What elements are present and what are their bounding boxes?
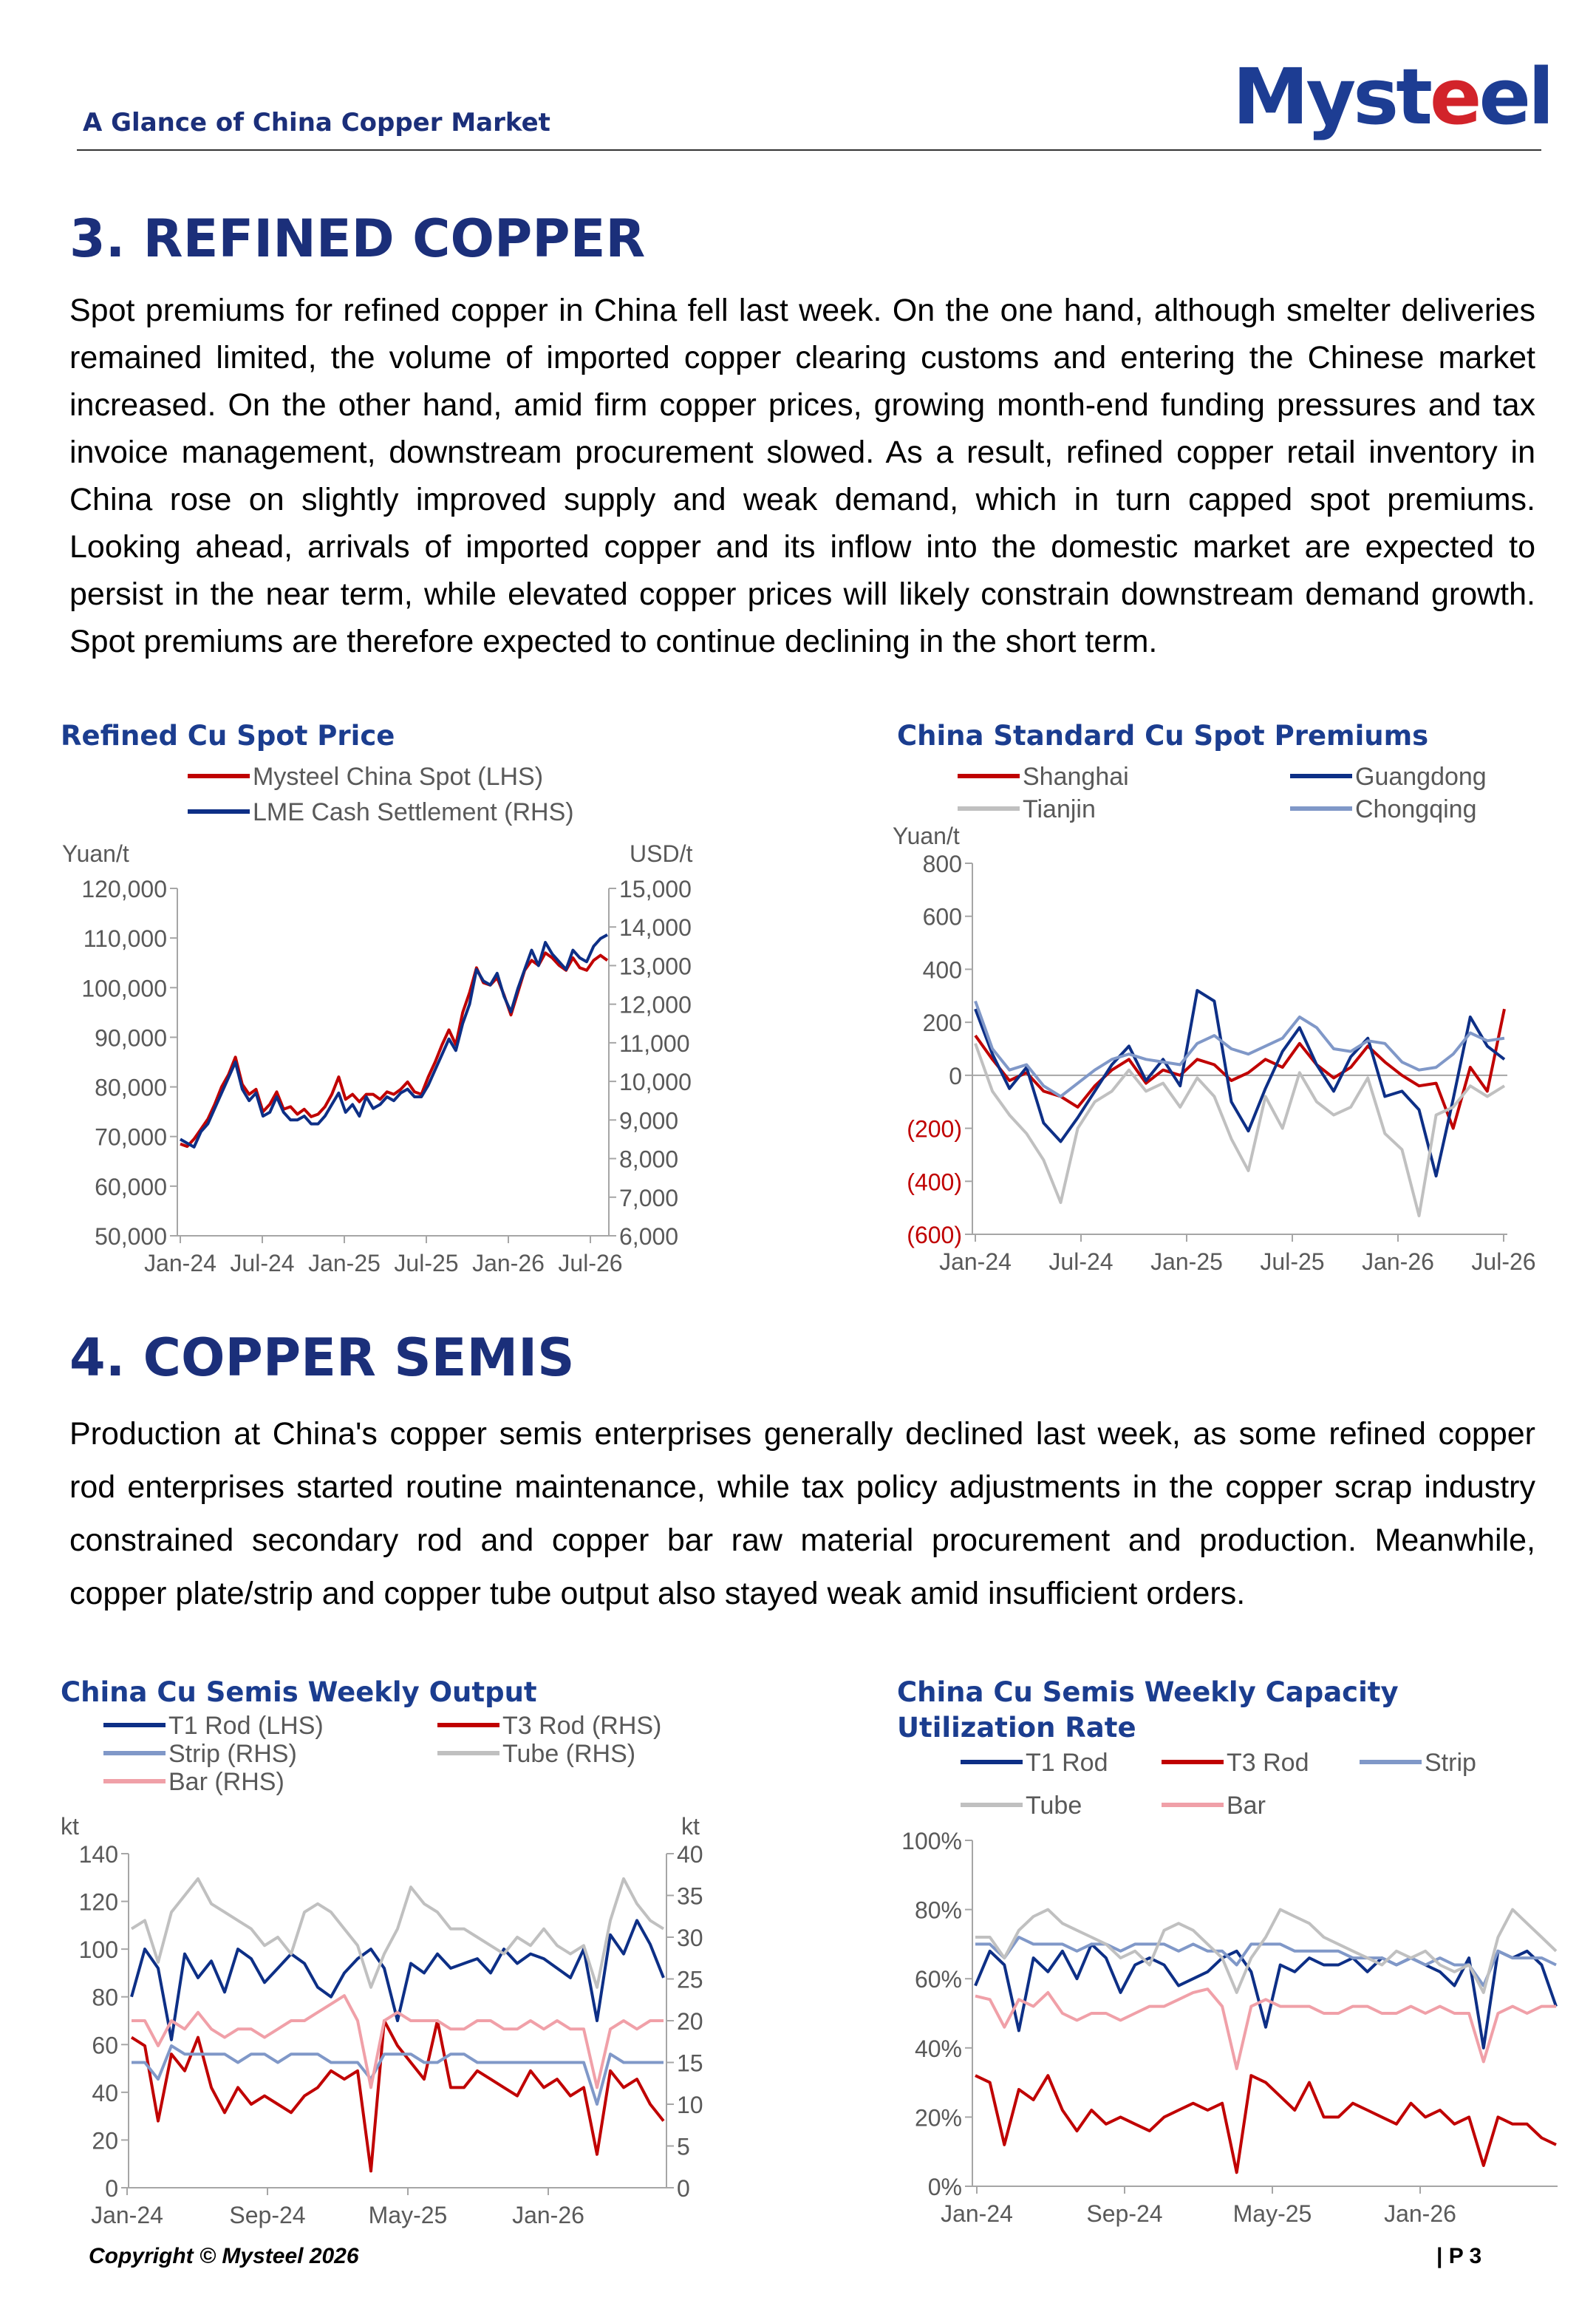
- y2-tick-label: 8,000: [619, 1146, 679, 1173]
- legend-label: Chongqing: [1355, 795, 1477, 823]
- y2-tick-label: 12,000: [619, 991, 692, 1018]
- legend-label: Bar (RHS): [168, 1768, 284, 1796]
- legend-label: Tianjin: [1023, 795, 1096, 823]
- y2-tick-label: 20: [677, 2008, 703, 2035]
- series-line-1: [975, 1944, 1556, 2047]
- legend-item: [1162, 1792, 1266, 1820]
- y2-tick-label: 14,000: [619, 914, 692, 942]
- legend-label: Bar: [1227, 1792, 1266, 1820]
- report-title: A Glance of China Copper Market: [83, 108, 550, 137]
- chart-title-capacity-utilization: China Cu Semis Weekly Capacity Utilization Rate: [897, 1676, 1399, 1744]
- y-tick-label: 120: [78, 1888, 118, 1916]
- y-tick-label: 100,000: [81, 975, 167, 1002]
- y-tick-label: 80%: [914, 1897, 962, 1924]
- legend-item: [1290, 795, 1476, 823]
- y-tick-label: 40: [92, 2079, 118, 2106]
- copyright-text: Copyright © Mysteel 2026: [89, 2244, 359, 2268]
- y-tick-label: (600): [907, 1222, 962, 1248]
- y2-tick-label: 30: [677, 1925, 703, 1951]
- x-tick-label: Jul-24: [1048, 1248, 1114, 1275]
- legend-label: Guangdong: [1355, 763, 1487, 791]
- x-tick-label: Jan-24: [939, 1248, 1012, 1275]
- x-tick-label: May-25: [1232, 2200, 1312, 2227]
- y-tick-label: 140: [78, 1841, 118, 1868]
- x-tick-label: Jan-25: [1150, 1248, 1223, 1275]
- legend-label: LME Cash Settlement (RHS): [253, 798, 574, 826]
- series-line-5: [132, 1996, 664, 2087]
- x-tick-label: Jan-24: [91, 2202, 163, 2228]
- legend-item: [1360, 1749, 1476, 1777]
- y2-tick-label: 0: [677, 2175, 690, 2202]
- chart-title-spot-premiums: China Standard Cu Spot Premiums: [897, 720, 1429, 752]
- x-tick-label: Jan-26: [512, 2202, 584, 2228]
- x-tick-label: Jan-26: [472, 1250, 545, 1276]
- y-axis-label: Yuan/t: [62, 840, 129, 867]
- series-line-2: [975, 2075, 1556, 2172]
- legend-item: [961, 1749, 1108, 1777]
- legend-item: [188, 798, 574, 826]
- series-line-5: [975, 1989, 1556, 2069]
- y-tick-label: 0: [949, 1062, 962, 1089]
- legend-label: Tube (RHS): [502, 1740, 636, 1768]
- series-line-1: [180, 953, 607, 1146]
- chart-title-semis-output: China Cu Semis Weekly Output: [61, 1676, 537, 1708]
- y2-axis-label: USD/t: [630, 840, 693, 867]
- y2-tick-label: 10,000: [619, 1069, 692, 1096]
- legend-item: [103, 1768, 284, 1796]
- y-tick-label: 800: [922, 851, 962, 877]
- chart-title-spot-price: Refined Cu Spot Price: [61, 720, 395, 752]
- y-tick-label: (400): [907, 1169, 962, 1196]
- header-divider: [77, 149, 1541, 151]
- legend-item: [437, 1712, 661, 1740]
- legend-label: T1 Rod (LHS): [168, 1712, 324, 1740]
- mysteel-logo: Mysteel: [1232, 52, 1552, 142]
- y2-tick-label: 13,000: [619, 953, 692, 980]
- y-axis-label: Yuan/t: [893, 823, 960, 849]
- y2-tick-label: 5: [677, 2133, 690, 2160]
- y-tick-label: 400: [922, 956, 962, 984]
- y-tick-label: 0: [105, 2175, 118, 2202]
- legend-label: Mysteel China Spot (LHS): [253, 763, 544, 791]
- y-tick-label: 200: [922, 1010, 962, 1037]
- x-tick-label: Jan-26: [1384, 2200, 1456, 2227]
- legend-item: [958, 795, 1096, 823]
- y2-tick-label: 15: [677, 2050, 703, 2077]
- y-tick-label: 20%: [914, 2104, 962, 2132]
- y2-tick-label: 7,000: [619, 1184, 679, 1211]
- x-tick-label: Jul-26: [1471, 1248, 1536, 1275]
- y-tick-label: 40%: [914, 2035, 962, 2062]
- x-tick-label: Jul-25: [394, 1250, 459, 1276]
- legend-item: [961, 1792, 1082, 1820]
- y-tick-label: 60: [92, 2032, 118, 2059]
- y-tick-label: 120,000: [81, 876, 167, 902]
- y2-tick-label: 6,000: [619, 1223, 679, 1250]
- legend-item: [437, 1740, 635, 1768]
- legend-label: T1 Rod: [1026, 1749, 1108, 1777]
- legend-item: [958, 763, 1129, 791]
- y2-tick-label: 10: [677, 2092, 703, 2118]
- y-tick-label: 60%: [914, 1966, 962, 1993]
- y-tick-label: 60,000: [95, 1173, 167, 1200]
- y2-tick-label: 40: [677, 1841, 703, 1868]
- y-tick-label: 20: [92, 2127, 118, 2154]
- series-line-2: [132, 2021, 664, 2171]
- x-tick-label: Sep-24: [229, 2202, 306, 2228]
- chart-capacity-utilization: [857, 1743, 1566, 2232]
- chart-spot-premiums: [857, 754, 1566, 1293]
- legend-item: [1162, 1749, 1309, 1777]
- x-tick-label: Jan-25: [308, 1250, 381, 1276]
- series-line-2: [975, 990, 1504, 1176]
- series-line-4: [132, 1879, 664, 1987]
- legend-item: [188, 763, 543, 791]
- x-tick-label: Jan-24: [941, 2200, 1013, 2227]
- y2-tick-label: 9,000: [619, 1107, 679, 1135]
- series-line-4: [975, 1001, 1504, 1097]
- x-tick-label: May-25: [368, 2202, 448, 2228]
- y-tick-label: 80,000: [95, 1074, 167, 1101]
- y-tick-label: 50,000: [95, 1223, 167, 1250]
- legend-label: Shanghai: [1023, 763, 1129, 791]
- y-tick-label: 100%: [901, 1828, 962, 1854]
- y-tick-label: 0%: [927, 2174, 962, 2200]
- y-tick-label: 70,000: [95, 1123, 167, 1151]
- legend-item: [103, 1740, 297, 1768]
- chart-spot-price: [30, 754, 783, 1293]
- series-line-1: [132, 1920, 664, 2039]
- legend-item: [103, 1712, 324, 1740]
- legend-label: Tube: [1026, 1792, 1082, 1820]
- x-tick-label: Jan-24: [144, 1250, 216, 1276]
- series-line-2: [180, 935, 607, 1147]
- x-tick-label: Sep-24: [1086, 2200, 1163, 2227]
- legend-item: [1290, 763, 1487, 791]
- y-tick-label: 100: [78, 1936, 118, 1964]
- section-title-copper-semis: 4. COPPER SEMIS: [69, 1327, 575, 1388]
- x-tick-label: Jul-25: [1260, 1248, 1325, 1275]
- section-title-refined-copper: 3. REFINED COPPER: [69, 208, 646, 269]
- y-axis-label: kt: [61, 1813, 79, 1840]
- y-tick-label: 110,000: [83, 925, 167, 953]
- chart-semis-output: [30, 1707, 798, 2232]
- refined-copper-paragraph: Spot premiums for refined copper in China fell last week. On the one hand, although smelter deliveries remained limited, the volume of imported copper clearing customs and entering the Chinese market increased. On the other hand, amid firm copper prices, growing month-end funding pressures and tax invoice management, downstream procurement slowed. As a result, refined copper retail inventory in China rose on slightly improved supply and weak demand, which in turn capped spot premiums. Looking ahead, arrivals of imported copper and its inflow into the domestic market are expected to persist in the near term, while elevated copper prices will likely constrain downstream demand growth. Spot premiums are therefore expected to continue declining in the short term.: [69, 293, 1535, 659]
- y-tick-label: 80: [92, 1984, 118, 2011]
- y2-axis-label: kt: [681, 1813, 700, 1840]
- legend-label: Strip: [1425, 1749, 1476, 1777]
- x-tick-label: Jan-26: [1362, 1248, 1434, 1275]
- copper-semis-paragraph: Production at China's copper semis enterprises generally declined last week, as some refined copper rod enterprises started routine maintenance, while tax policy adjustments in the copper scrap industry constrained secondary rod and copper bar raw material procurement and production. Meanwhile, copper plate/strip and copper tube output also stayed weak amid insufficient orders.: [69, 1416, 1535, 1611]
- legend-label: T3 Rod (RHS): [502, 1712, 662, 1740]
- y-tick-label: 600: [922, 903, 962, 931]
- y2-tick-label: 11,000: [619, 1030, 690, 1057]
- y-tick-label: 90,000: [95, 1024, 167, 1052]
- y2-tick-label: 15,000: [619, 876, 692, 902]
- page-number: | P 3: [1436, 2244, 1482, 2268]
- legend-label: Strip (RHS): [168, 1740, 297, 1768]
- series-line-3: [132, 2046, 664, 2104]
- legend-label: T3 Rod: [1227, 1749, 1309, 1777]
- y2-tick-label: 35: [677, 1882, 703, 1910]
- x-tick-label: Jul-26: [558, 1250, 623, 1276]
- x-tick-label: Jul-24: [230, 1250, 295, 1276]
- y2-tick-label: 25: [677, 1966, 703, 1993]
- y-tick-label: (200): [907, 1115, 962, 1143]
